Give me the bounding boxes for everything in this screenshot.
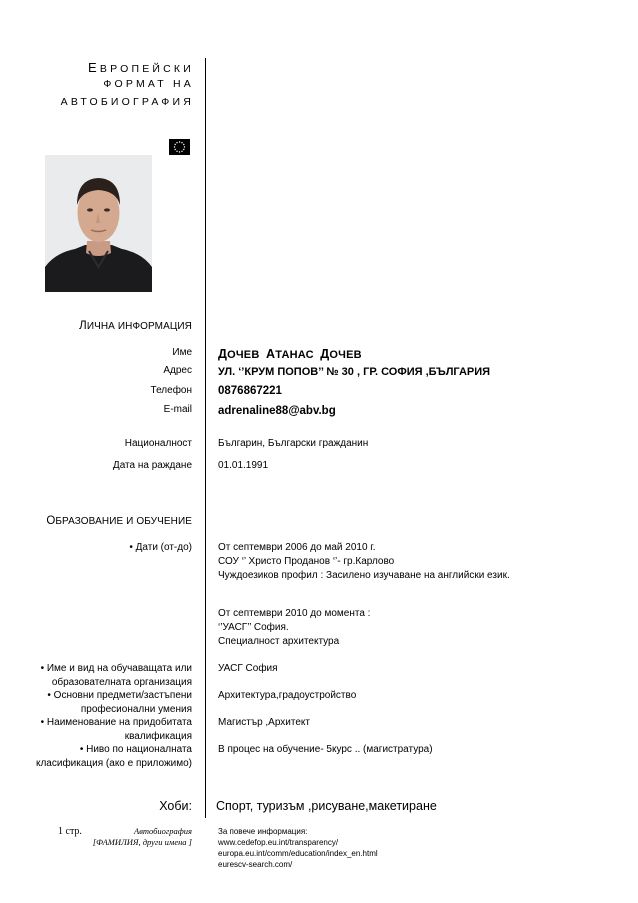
cv-title-line2: ФОРМАТ НА [103, 78, 194, 90]
hobbies-label: Хоби: [159, 799, 192, 813]
cv-title-line1: ЕВРОПЕЙСКИ [88, 60, 194, 75]
education-entry-2-line-3: Специалност архитектура [218, 636, 340, 647]
subjects-value: Архитектура,градоустройство [218, 690, 357, 701]
footer-cv-caption: Автобиография [ФАМИЛИЯ, други имена ] [92, 826, 192, 847]
footer-more-info [218, 826, 378, 870]
phone-value: 0876867221 [218, 385, 282, 397]
qualification-label: • Наименование на придобитата квалификация [40, 717, 192, 742]
eu-flag-icon [169, 139, 190, 155]
footer-link-europa[interactable]: europa.eu.int/comm/education/index_en.html [218, 849, 378, 858]
cv-title-line3: АВТОБИОГРАФИЯ [60, 96, 194, 108]
column-divider [205, 58, 206, 818]
education-entry-1-line-1: От септември 2006 до май 2010 г. [218, 542, 376, 553]
profile-photo [45, 155, 152, 292]
nationality-value: Българин, Български гражданин [218, 438, 369, 449]
email-label: E-mail [163, 404, 192, 415]
name-label: Име [172, 347, 192, 358]
email-value: adrenaline88@abv.bg [218, 405, 336, 417]
address-value: УЛ. ‘’КРУМ ПОПОВ’’ № 30 , ГР. СОФИЯ ,БЪЛГАРИЯ [218, 366, 491, 378]
section-personal-info: ЛИЧНА ИНФОРМАЦИЯ [79, 320, 192, 332]
education-entry-1-line-3: Чуждоезиков профил : Засилено изучаване на английски език. [218, 570, 510, 581]
organization-value: УАСГ София [218, 663, 278, 674]
name-value: ДОЧЕВ АТАНАС ДОЧЕВ [218, 347, 362, 361]
address-label: Адрес [163, 365, 192, 376]
page-number: 1 стр. [58, 826, 82, 837]
organization-label: • Име и вид на обучаващата или образователната организация [40, 663, 192, 688]
footer-link-eurescv[interactable]: eurescv-search.com/ [218, 860, 293, 869]
dates-label: • Дати (от-до) [129, 542, 192, 553]
qualification-value: Магистър ,Архитект [218, 717, 310, 728]
classification-level-label: • Ниво по националната класификация (ако е приложимо) [35, 744, 192, 769]
dob-value: 01.01.1991 [218, 460, 269, 471]
education-entry-2-line-2: ‘’УАСГ’’ София. [218, 622, 289, 633]
section-education: ОБРАЗОВАНИЕ И ОБУЧЕНИЕ [46, 515, 192, 527]
education-entry-2-line-1: От септември 2010 до момента : [218, 608, 371, 619]
classification-level-value: В процес на обучение- 5курс .. (магистратура) [218, 744, 433, 755]
hobbies-value: Спорт, туризъм ,рисуване,макетиране [216, 799, 437, 813]
footer-info-heading: За повече информация: [218, 827, 308, 836]
phone-label: Телефон [150, 385, 192, 396]
education-entry-1-line-2: СОУ ‘’ Христо Проданов ‘’- гр.Карлово [218, 556, 395, 567]
footer-link-cedefop[interactable]: www.cedefop.eu.int/transparency/ [218, 838, 339, 847]
nationality-label: Националност [124, 438, 192, 449]
subjects-label: • Основни предмети/застъпени професионални умения [47, 690, 192, 715]
dob-label: Дата на раждане [112, 460, 192, 471]
